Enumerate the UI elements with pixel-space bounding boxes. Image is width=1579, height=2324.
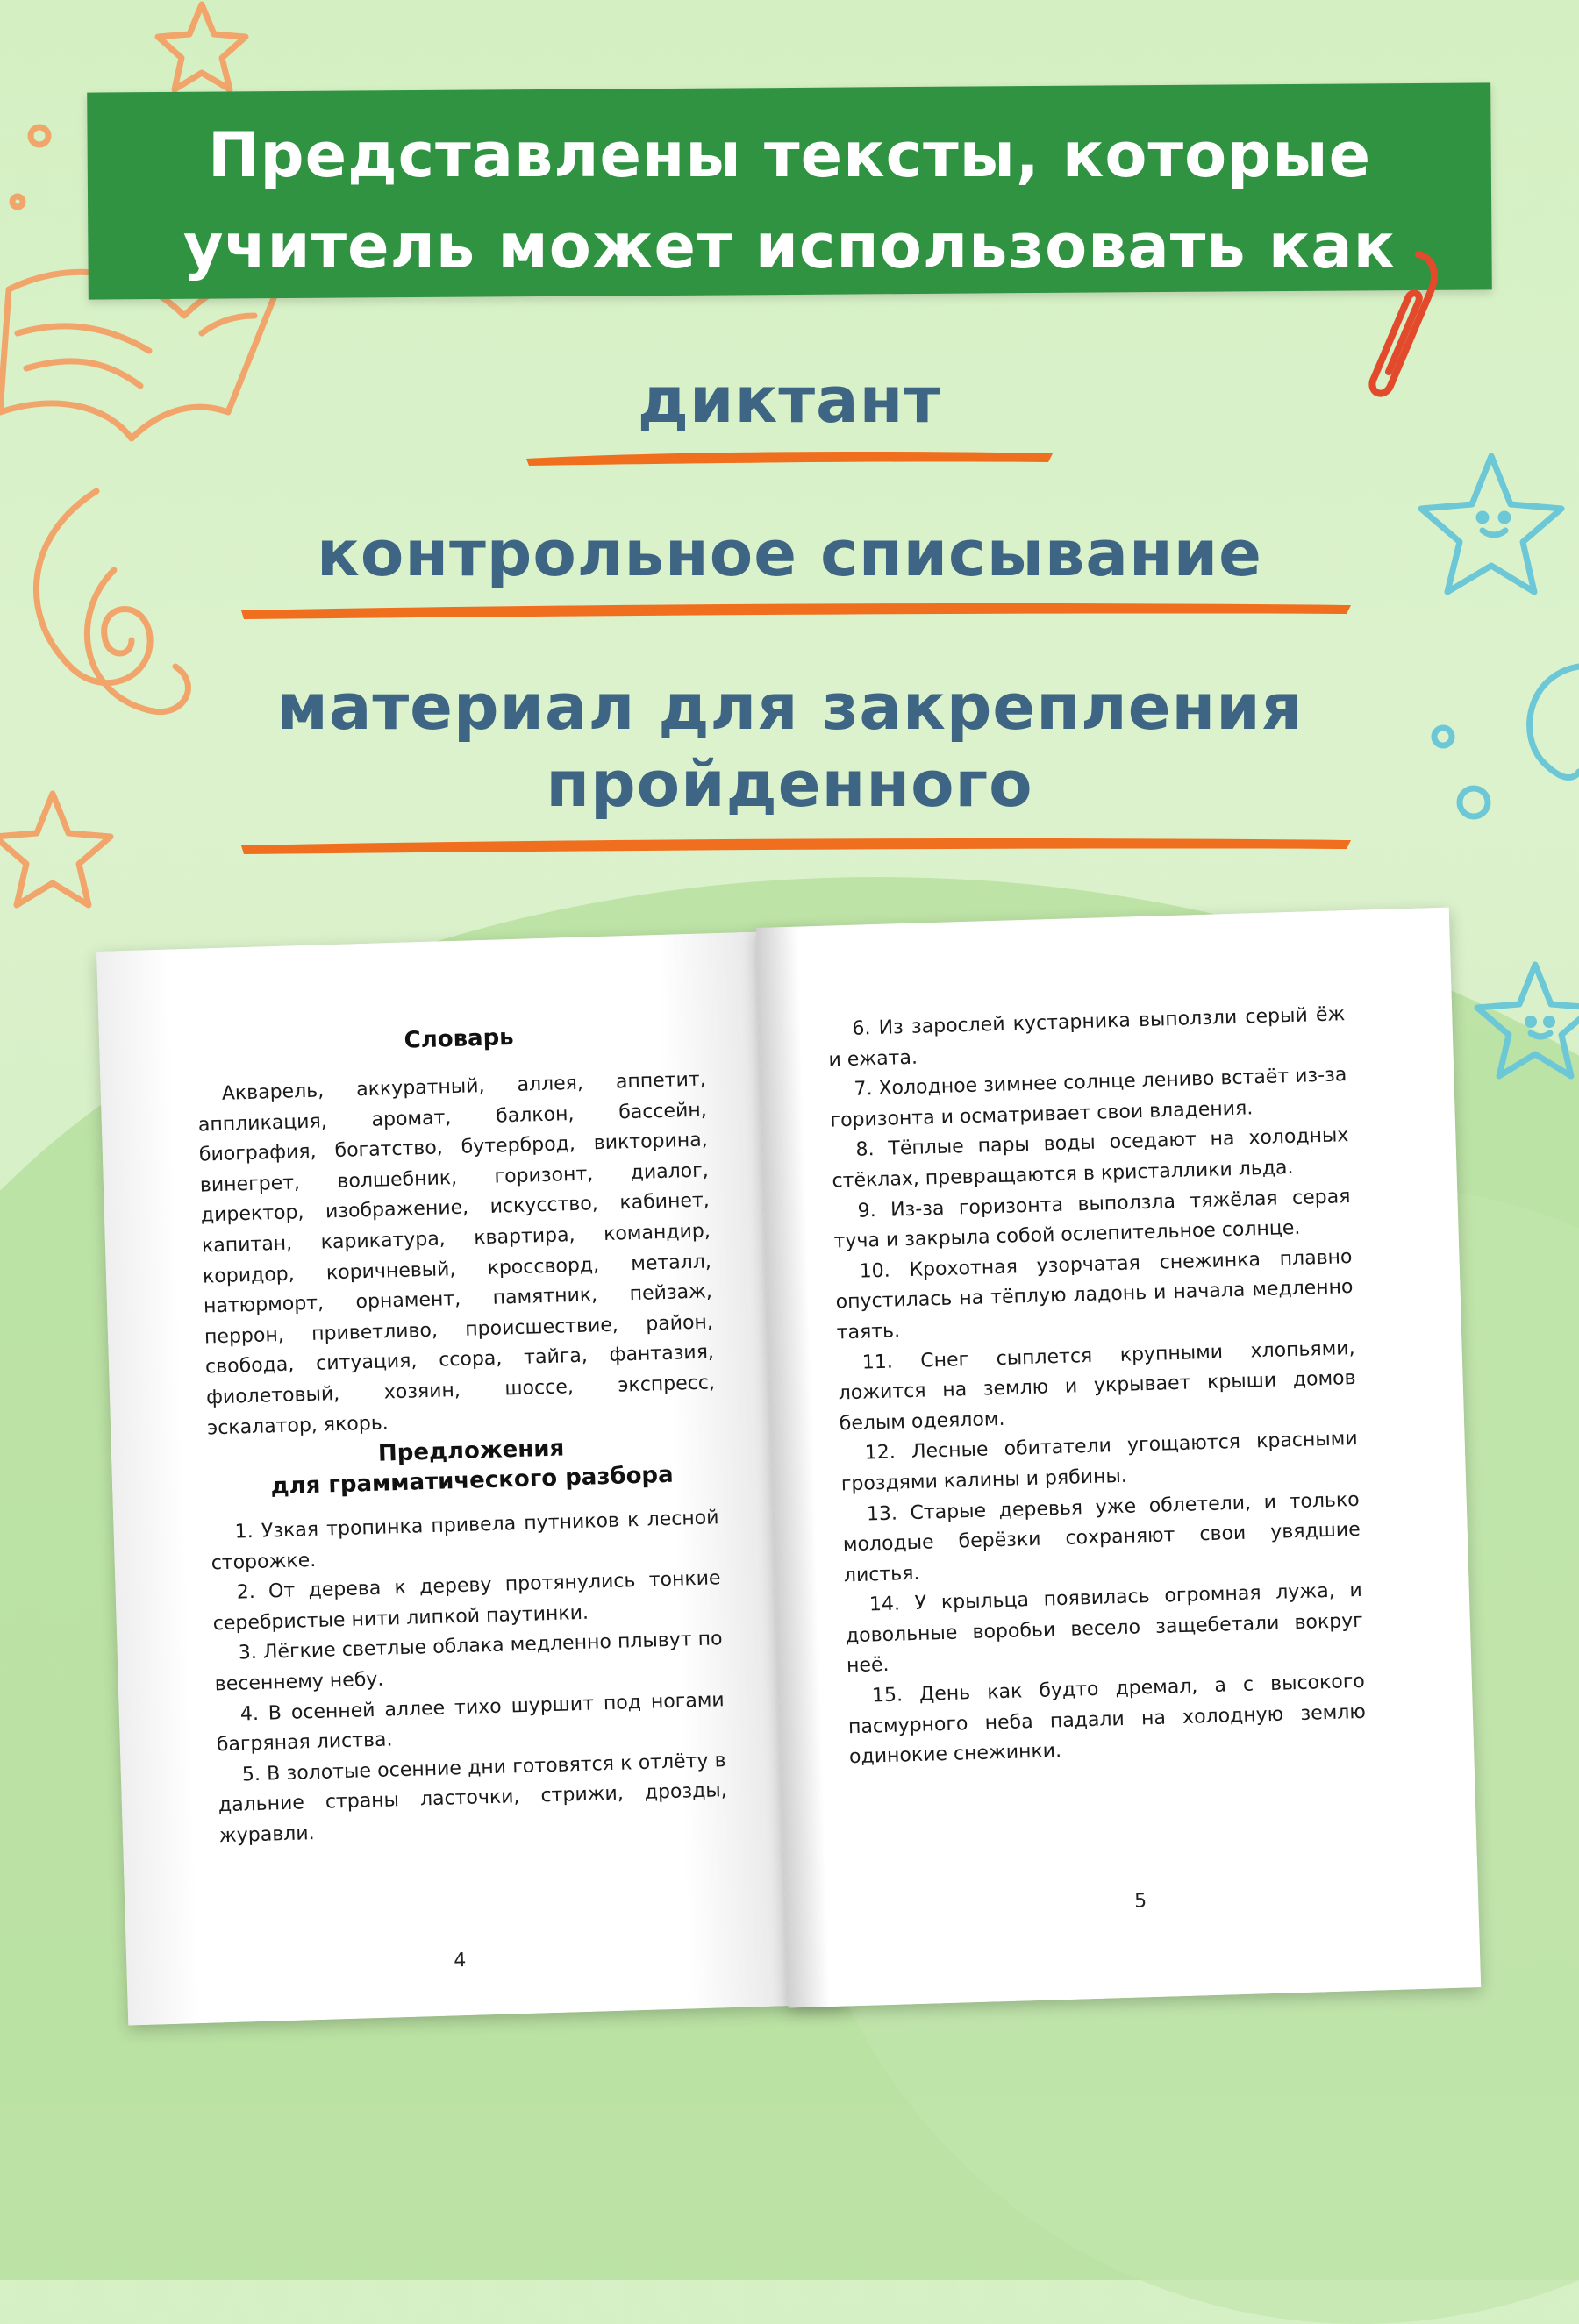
grammar-heading-line-2: для грамматического разбора bbox=[270, 1461, 675, 1501]
list-item: 2. От дерева к дереву протянулись тонкие серебристые нити липкой паутинки. bbox=[212, 1567, 721, 1636]
list-item: 10. Крохотная узорчатая снежинка плавно опустилась на тёплую ладонь и начала медленно таять. bbox=[835, 1245, 1354, 1344]
headline-line-2: учитель может использовать как bbox=[182, 210, 1397, 282]
list-item: 1. Узкая тропинка привела путников к лесной сторожке. bbox=[211, 1507, 719, 1575]
book-page-right bbox=[756, 908, 1481, 2008]
list-item: 13. Старые деревья уже облетели, и только молодые берёзки сохраняют свои увядшие листья. bbox=[842, 1488, 1361, 1587]
use-reinforcement-line-2: пройденного bbox=[546, 747, 1033, 821]
list-item: 11. Снег сыплется крупными хлопьями, ложится на землю и укрывает крыши домов белым одеялом. bbox=[838, 1337, 1356, 1436]
book-page-left bbox=[96, 930, 847, 2026]
orange-underline bbox=[237, 831, 1355, 858]
list-item: 4. В осенней аллее тихо шуршит под ногами багряная листва. bbox=[216, 1688, 725, 1757]
list-item: 14. У крыльца появилась огромная лужа, и довольные воробьи весело защебетали вокруг неё. bbox=[845, 1579, 1364, 1678]
dot-icon bbox=[31, 127, 48, 145]
orange-underline bbox=[237, 596, 1355, 623]
sentence-list-right bbox=[827, 1000, 1367, 1773]
list-item: 8. Тёплые пары воды оседают на холодных стёклах, превращаются в кристаллики льда. bbox=[832, 1124, 1349, 1193]
use-dictation: диктант bbox=[637, 363, 942, 437]
sentence-list-left bbox=[210, 1503, 728, 1852]
list-item: 7. Холодное зимнее солнце лениво встаёт из-за горизонта и осматривает свои владения. bbox=[830, 1064, 1347, 1132]
list-item: 15. День как будто дремал, а с высокого пасмурного неба падали на холодную землю одинокие снежинки. bbox=[847, 1670, 1367, 1769]
page-number-left: 4 bbox=[453, 1950, 467, 1972]
orange-underline bbox=[522, 443, 1057, 469]
page-number-right: 5 bbox=[1133, 1890, 1147, 1913]
headline-text bbox=[88, 110, 1491, 292]
grammar-heading-line-1: Предложения bbox=[377, 1435, 565, 1467]
list-item: 6. Из зарослей кустарника выползли серый ёж и ежата. bbox=[828, 1003, 1346, 1072]
list-item: 5. В золотые осенние дни готовятся к отлёту в дальние страны ласточки, стрижи, дрозды, журавли. bbox=[218, 1749, 728, 1848]
dot-icon bbox=[12, 196, 23, 207]
dictionary-title: Словарь bbox=[404, 1023, 515, 1054]
use-reinforcement-line-1: материал для закрепления bbox=[276, 670, 1303, 744]
dictionary-text: Акварель, аккуратный, аллея, аппетит, аппликация, аромат, балкон, бассейн, биография, богатство, бутерброд, викторина, винегрет, волшебник, горизонт, диалог, директор, изображение, искусство, кабинет, капитан, карикатура, квартира, командир, коридор, коричневый, кроссворд, металл, натюрморт, орнамент, памятник, пейзаж, перрон, приветливо, происшествие, район, свобода, ситуация, ссора, тайга, фантазия, фиолетовый, хозяин, шоссе, экспресс, эскалатор, якорь. bbox=[197, 1068, 716, 1440]
list-item: 9. Из-за горизонта выползла тяжёлая серая туча и закрыла собой ослепительное солнце. bbox=[833, 1185, 1351, 1253]
list-item: 3. Лёгкие светлые облака медленно плывут по весеннему небу. bbox=[214, 1628, 723, 1696]
list-item: 12. Лесные обитатели угощаются красными гроздями калины и рябины. bbox=[840, 1428, 1358, 1496]
headline-line-1: Представлены тексты, которые bbox=[207, 119, 1372, 191]
use-control-copying: контрольное списывание bbox=[316, 517, 1263, 590]
star-icon bbox=[158, 4, 246, 89]
